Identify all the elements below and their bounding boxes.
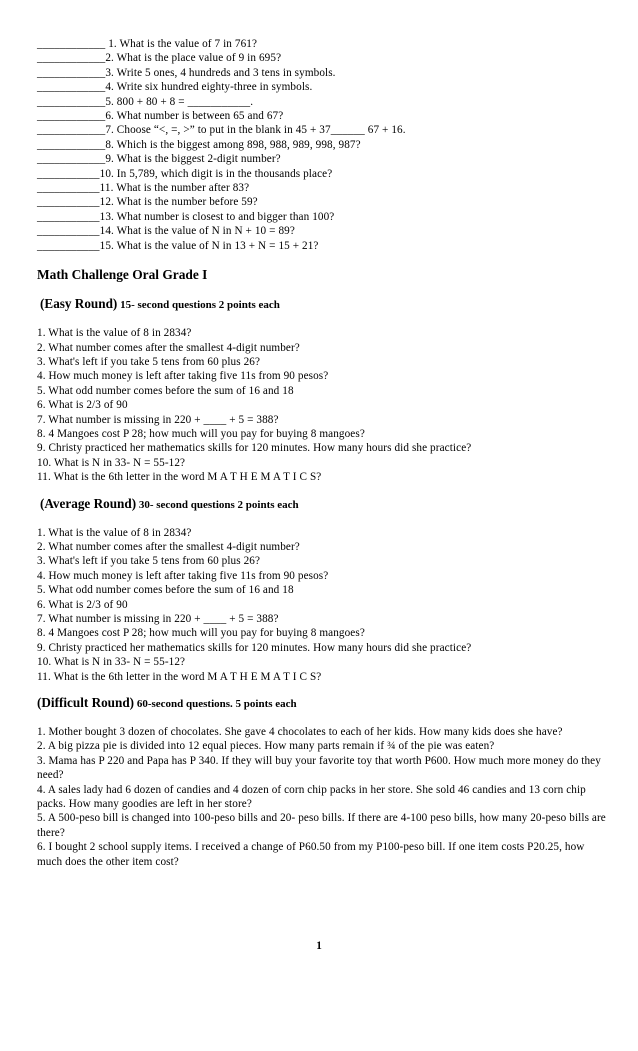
easy-question: 7. What number is missing in 220 + ____ + 5 = 388? <box>37 413 279 426</box>
easy-question: 4. How much money is left after taking five 11s from 90 pesos? <box>37 370 329 383</box>
average-round-desc: 30- second questions 2 points each <box>136 498 299 511</box>
difficult-question: 5. A 500-peso bill is changed into 100-peso bills and 20- peso bills. If there are 4-100 peso bills, how many 20-peso bills are there? <box>37 812 606 839</box>
average-round-name: (Average Round) <box>40 495 137 511</box>
average-round-heading <box>37 496 607 513</box>
average-question: 5. What odd number comes before the sum of 16 and 18 <box>37 584 294 597</box>
average-round-questions <box>37 526 607 684</box>
easy-round-heading <box>37 296 607 313</box>
difficult-round-heading <box>37 695 607 712</box>
average-question: 6. What is 2/3 of 90 <box>37 598 128 611</box>
average-question: 9. Christy practiced her mathematics skills for 120 minutes. How many hours did she practice? <box>37 641 472 654</box>
worksheet-item-5: ____________5. 800 + 80 + 8 = ___________. <box>37 95 254 108</box>
easy-question: 1. What is the value of 8 in 2834? <box>37 327 192 340</box>
easy-question: 2. What number comes after the smallest 4-digit number? <box>37 341 300 354</box>
easy-question: 11. What is the 6th letter in the word M A T H E M A T I C S? <box>37 471 322 484</box>
worksheet-item-2: ____________2. What is the place value of 9 in 695? <box>37 52 282 65</box>
worksheet-item-7: ____________7. Choose “<, =, >” to put in the blank in 45 + 37______ 67 + 16. <box>37 124 406 137</box>
worksheet-item-1: ____________ 1. What is the value of 7 in 761? <box>37 38 258 50</box>
difficult-question: 2. A big pizza pie is divided into 12 equal pieces. How many parts remain if ¾ of the pie was eaten? <box>37 740 495 753</box>
easy-question: 10. What is N in 33- N = 55-12? <box>37 456 186 469</box>
difficult-round-questions <box>37 725 607 869</box>
easy-question: 5. What odd number comes before the sum of 16 and 18 <box>37 384 294 397</box>
average-question: 10. What is N in 33- N = 55-12? <box>37 656 186 669</box>
worksheet-item-10: ___________10. In 5,789, which digit is in the thousands place? <box>37 167 333 180</box>
average-question: 7. What number is missing in 220 + ____ + 5 = 388? <box>37 613 279 625</box>
average-question: 2. What number comes after the smallest 4-digit number? <box>37 540 300 553</box>
easy-question: 3. What's left if you take 5 tens from 60 plus 26? <box>37 355 261 368</box>
worksheet-item-12: ___________12. What is the number before 59? <box>37 196 258 209</box>
easy-round-name: (Easy Round) <box>40 296 118 312</box>
easy-question: 6. What is 2/3 of 90 <box>37 399 128 412</box>
page-content <box>37 37 607 869</box>
worksheet-item-9: ____________9. What is the biggest 2-digit number? <box>37 153 281 166</box>
easy-question: 9. Christy practiced her mathematics skills for 120 minutes. How many hours did she practice? <box>37 442 472 455</box>
easy-round-desc: 15- second questions 2 points each <box>117 299 280 312</box>
difficult-question: 3. Mama has P 220 and Papa has P 340. If they will buy your favorite toy that worth P600. How much more money do they need? <box>37 754 601 782</box>
page-number: 1 <box>316 940 322 952</box>
worksheet-item-13: ___________13. What number is closest to and bigger than 100? <box>37 210 335 223</box>
worksheet-item-11: ___________11. What is the number after 83? <box>37 182 250 195</box>
difficult-question: 4. A sales lady had 6 dozen of candies and 4 dozen of corn chip packs in her store. She sold 46 candies and 13 corn chip packs. How many goodies are left in her store? <box>37 783 586 811</box>
difficult-round-desc: 60-second questions. 5 points each <box>134 698 297 711</box>
average-question: 11. What is the 6th letter in the word M A T H E M A T I C S? <box>37 670 322 683</box>
difficult-round-name: (Difficult Round) <box>37 695 135 711</box>
average-question: 1. What is the value of 8 in 2834? <box>37 526 192 539</box>
difficult-question: 6. I bought 2 school supply items. I received a change of P60.50 from my P100-peso bill. If one item costs P20.25, how much does the other item cost? <box>37 841 585 868</box>
worksheet-item-14: ___________14. What is the value of N in N + 10 = 89? <box>37 225 295 238</box>
average-question: 3. What's left if you take 5 tens from 60 plus 26? <box>37 555 261 568</box>
worksheet-item-6: ____________6. What number is between 65 and 67? <box>37 110 284 123</box>
worksheet-item-4: ____________4. Write six hundred eighty-three in symbols. <box>37 81 313 94</box>
document-title: Math Challenge Oral Grade I <box>37 267 208 283</box>
easy-question: 8. 4 Mangoes cost P 28; how much will you pay for buying 8 mangoes? <box>37 427 365 440</box>
easy-round-questions <box>37 326 607 484</box>
average-question: 8. 4 Mangoes cost P 28; how much will you pay for buying 8 mangoes? <box>37 627 365 640</box>
worksheet-item-3: ____________3. Write 5 ones, 4 hundreds and 3 tens in symbols. <box>37 66 336 79</box>
average-question: 4. How much money is left after taking five 11s from 90 pesos? <box>37 569 329 582</box>
worksheet-item-15: ___________15. What is the value of N in 13 + N = 15 + 21? <box>37 239 319 252</box>
worksheet-items <box>37 37 607 253</box>
difficult-question: 1. Mother bought 3 dozen of chocolates. She gave 4 chocolates to each of her kids. How many kids does she have? <box>37 726 563 739</box>
worksheet-item-8: ____________8. Which is the biggest among 898, 988, 989, 998, 987? <box>37 138 361 151</box>
